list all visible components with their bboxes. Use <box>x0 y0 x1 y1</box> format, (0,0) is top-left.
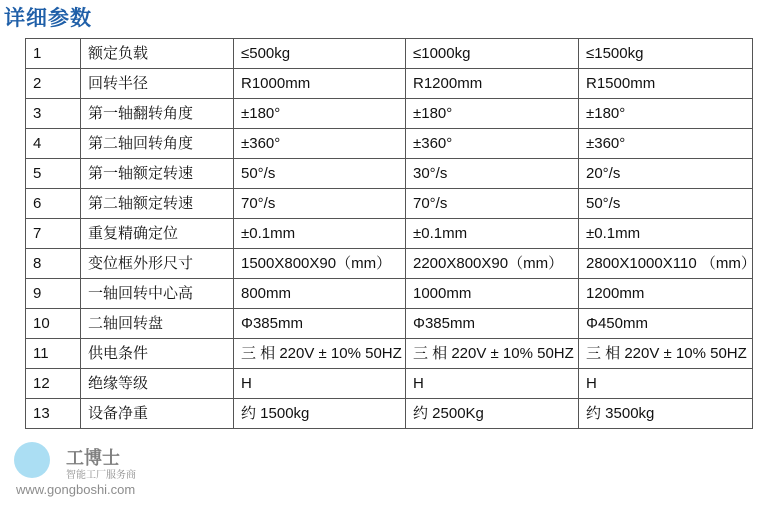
spec-value: R1000mm <box>234 69 406 99</box>
spec-value: 50°/s <box>579 189 753 219</box>
parameter-name: 第二轴额定转速 <box>81 189 234 219</box>
table-row <box>26 219 753 249</box>
watermark-sub: 智能工厂服务商 <box>66 470 136 481</box>
mascot-icon <box>14 442 50 478</box>
row-number: 7 <box>26 219 81 249</box>
spec-value: 1500X800X90（mm） <box>234 249 406 279</box>
watermark-logo <box>6 436 146 506</box>
row-number: 11 <box>26 339 81 369</box>
watermark-url: www.gongboshi.com <box>16 482 136 497</box>
spec-value: ±180° <box>579 99 753 129</box>
parameter-name: 绝缘等级 <box>81 369 234 399</box>
row-number: 9 <box>26 279 81 309</box>
parameter-name: 变位框外形尺寸 <box>81 249 234 279</box>
spec-value: 1000mm <box>406 279 579 309</box>
table-row <box>26 339 753 369</box>
table-row <box>26 69 753 99</box>
spec-value: Φ385mm <box>234 309 406 339</box>
parameter-name: 设备净重 <box>81 399 234 429</box>
table-row <box>26 189 753 219</box>
spec-value: ≤1000kg <box>406 39 579 69</box>
spec-value: R1500mm <box>579 69 753 99</box>
row-number: 10 <box>26 309 81 339</box>
watermark-brand: 工博士 <box>66 448 120 469</box>
parameter-name: 一轴回转中心高 <box>81 279 234 309</box>
spec-value: H <box>406 369 579 399</box>
table-row <box>26 99 753 129</box>
table-row <box>26 399 753 429</box>
spec-value: ±360° <box>406 129 579 159</box>
row-number: 5 <box>26 159 81 189</box>
parameter-name: 第二轴回转角度 <box>81 129 234 159</box>
spec-value: 约 2500Kg <box>406 399 579 429</box>
table-row <box>26 369 753 399</box>
spec-value: 1200mm <box>579 279 753 309</box>
spec-value: ±180° <box>234 99 406 129</box>
spec-value: ≤500kg <box>234 39 406 69</box>
table-row <box>26 159 753 189</box>
table-row <box>26 279 753 309</box>
row-number: 12 <box>26 369 81 399</box>
spec-value: 2800X1000X110 （mm） <box>579 249 753 279</box>
row-number: 3 <box>26 99 81 129</box>
spec-value: 约 3500kg <box>579 399 753 429</box>
parameter-name: 回转半径 <box>81 69 234 99</box>
spec-value: 70°/s <box>406 189 579 219</box>
spec-value: ±0.1mm <box>234 219 406 249</box>
row-number: 13 <box>26 399 81 429</box>
row-number: 6 <box>26 189 81 219</box>
spec-value: 三 相 220V ± 10% 50HZ <box>234 339 406 369</box>
spec-value: 20°/s <box>579 159 753 189</box>
row-number: 2 <box>26 69 81 99</box>
spec-value: Φ450mm <box>579 309 753 339</box>
spec-value: ≤1500kg <box>579 39 753 69</box>
table-row <box>26 249 753 279</box>
spec-value: 30°/s <box>406 159 579 189</box>
row-number: 4 <box>26 129 81 159</box>
spec-value: 800mm <box>234 279 406 309</box>
parameter-name: 二轴回转盘 <box>81 309 234 339</box>
parameter-name: 第一轴翻转角度 <box>81 99 234 129</box>
table-row <box>26 309 753 339</box>
spec-value: Φ385mm <box>406 309 579 339</box>
section-title: 详细参数 <box>4 5 92 30</box>
spec-value: ±360° <box>234 129 406 159</box>
spec-value: 50°/s <box>234 159 406 189</box>
spec-value: 2200X800X90（mm） <box>406 249 579 279</box>
spec-value: 三 相 220V ± 10% 50HZ <box>579 339 753 369</box>
spec-value: ±180° <box>406 99 579 129</box>
parameter-table <box>25 38 756 429</box>
spec-value: ±360° <box>579 129 753 159</box>
spec-value: 70°/s <box>234 189 406 219</box>
parameter-name: 重复精确定位 <box>81 219 234 249</box>
spec-value: ±0.1mm <box>406 219 579 249</box>
spec-value: 约 1500kg <box>234 399 406 429</box>
parameter-name: 额定负载 <box>81 39 234 69</box>
spec-value: 三 相 220V ± 10% 50HZ <box>406 339 579 369</box>
row-number: 1 <box>26 39 81 69</box>
spec-value: H <box>579 369 753 399</box>
parameter-name: 第一轴额定转速 <box>81 159 234 189</box>
spec-value: H <box>234 369 406 399</box>
table-row <box>26 129 753 159</box>
spec-value: R1200mm <box>406 69 579 99</box>
parameter-name: 供电条件 <box>81 339 234 369</box>
table-row <box>26 39 753 69</box>
row-number: 8 <box>26 249 81 279</box>
spec-value: ±0.1mm <box>579 219 753 249</box>
